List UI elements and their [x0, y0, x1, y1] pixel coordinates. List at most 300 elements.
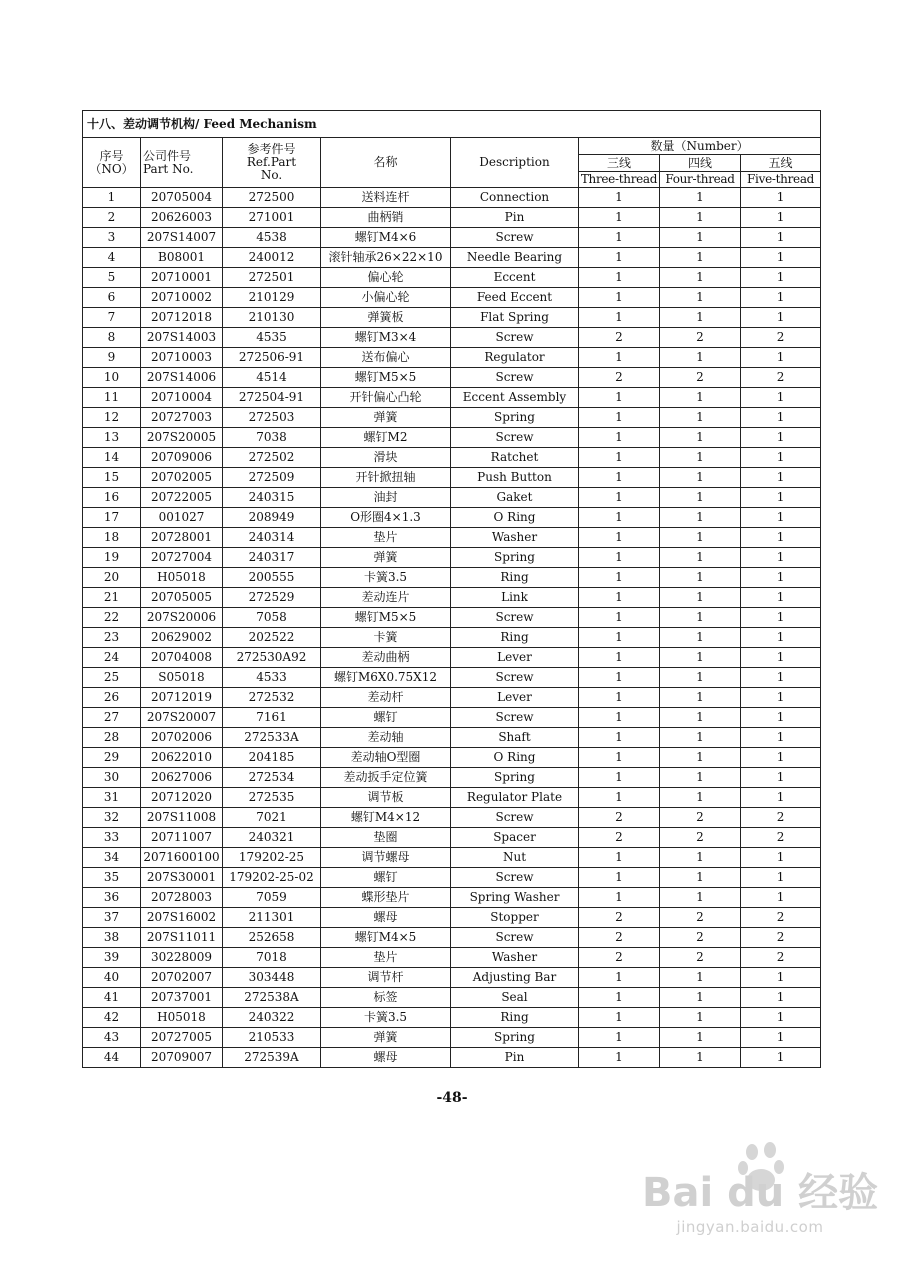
row-no: 28	[83, 728, 141, 748]
row-no: 8	[83, 328, 141, 348]
part-name: 卡簧3.5	[321, 568, 451, 588]
part-name: 螺钉	[321, 708, 451, 728]
part-name: 油封	[321, 488, 451, 508]
qty-three-thread: 1	[579, 308, 660, 328]
company-part-no: 20709006	[141, 448, 223, 468]
part-name: 滑块	[321, 448, 451, 468]
part-description: O Ring	[451, 508, 579, 528]
company-part-no: 20727003	[141, 408, 223, 428]
qty-four-thread: 1	[660, 668, 741, 688]
part-name: 送布偏心	[321, 348, 451, 368]
table-row	[83, 728, 821, 748]
table-row	[83, 1008, 821, 1028]
company-part-no: 001027	[141, 508, 223, 528]
part-name: 螺钉M5×5	[321, 368, 451, 388]
row-no: 1	[83, 188, 141, 208]
part-description: Push Button	[451, 468, 579, 488]
part-name: 卡簧	[321, 628, 451, 648]
qty-three-thread: 1	[579, 248, 660, 268]
company-part-no: 207S14003	[141, 328, 223, 348]
qty-five-thread: 1	[741, 288, 821, 308]
ref-part-no: 211301	[223, 908, 321, 928]
qty-three-thread: 2	[579, 828, 660, 848]
part-description: Pin	[451, 1048, 579, 1068]
table-row	[83, 208, 821, 228]
qty-five-thread: 1	[741, 708, 821, 728]
qty-three-thread: 1	[579, 1048, 660, 1068]
company-part-no: 20710003	[141, 348, 223, 368]
qty-four-thread: 2	[660, 948, 741, 968]
qty-three-thread: 1	[579, 1028, 660, 1048]
part-name: 螺母	[321, 1048, 451, 1068]
header-ref-part-en-label: Ref.Part	[246, 155, 297, 169]
qty-five-thread: 1	[741, 488, 821, 508]
ref-part-no: 202522	[223, 628, 321, 648]
part-description: Feed Eccent	[451, 288, 579, 308]
qty-three-thread: 1	[579, 708, 660, 728]
part-name: 垫圈	[321, 828, 451, 848]
qty-five-thread: 1	[741, 548, 821, 568]
qty-three-thread: 2	[579, 368, 660, 388]
company-part-no: 207S20005	[141, 428, 223, 448]
qty-five-thread: 1	[741, 1048, 821, 1068]
ref-part-no: 4538	[223, 228, 321, 248]
part-name: 弹簧	[321, 1028, 451, 1048]
company-part-no: 20705004	[141, 188, 223, 208]
company-part-no: 20712019	[141, 688, 223, 708]
row-no: 2	[83, 208, 141, 228]
qty-three-thread: 1	[579, 488, 660, 508]
table-row	[83, 368, 821, 388]
ref-part-no: 240314	[223, 528, 321, 548]
part-description: Washer	[451, 948, 579, 968]
part-name: 调节板	[321, 788, 451, 808]
company-part-no: 207S16002	[141, 908, 223, 928]
row-no: 31	[83, 788, 141, 808]
part-description: Needle Bearing	[451, 248, 579, 268]
table-row	[83, 408, 821, 428]
company-part-no: 207S20006	[141, 608, 223, 628]
qty-five-thread: 1	[741, 468, 821, 488]
row-no: 37	[83, 908, 141, 928]
qty-three-thread: 1	[579, 668, 660, 688]
ref-part-no: 210130	[223, 308, 321, 328]
part-description: Spring	[451, 1028, 579, 1048]
part-name: 螺钉M2	[321, 428, 451, 448]
table-row	[83, 568, 821, 588]
part-name: 标签	[321, 988, 451, 1008]
header-quantity: 数量（Number）	[579, 138, 821, 155]
row-no: 42	[83, 1008, 141, 1028]
company-part-no: 20622010	[141, 748, 223, 768]
qty-four-thread: 1	[660, 968, 741, 988]
part-name: 开针偏心凸轮	[321, 388, 451, 408]
row-no: 40	[83, 968, 141, 988]
part-name: 螺钉M4×6	[321, 228, 451, 248]
ref-part-no: 4514	[223, 368, 321, 388]
qty-four-thread: 1	[660, 548, 741, 568]
qty-five-thread: 1	[741, 988, 821, 1008]
row-no: 12	[83, 408, 141, 428]
qty-three-thread: 1	[579, 768, 660, 788]
header-description: Description	[451, 138, 579, 188]
ref-part-no: 240317	[223, 548, 321, 568]
table-row	[83, 968, 821, 988]
company-part-no: 20712020	[141, 788, 223, 808]
qty-five-thread: 1	[741, 888, 821, 908]
qty-four-thread: 1	[660, 248, 741, 268]
qty-five-thread: 1	[741, 428, 821, 448]
part-name: 差动曲柄	[321, 648, 451, 668]
qty-three-thread: 1	[579, 848, 660, 868]
qty-three-thread: 2	[579, 928, 660, 948]
company-part-no: 20728001	[141, 528, 223, 548]
qty-five-thread: 1	[741, 408, 821, 428]
qty-five-thread: 2	[741, 328, 821, 348]
qty-four-thread: 1	[660, 868, 741, 888]
qty-three-thread: 2	[579, 948, 660, 968]
qty-five-thread: 1	[741, 608, 821, 628]
part-name: 滚针轴承26×22×10	[321, 248, 451, 268]
part-description: Screw	[451, 428, 579, 448]
qty-three-thread: 1	[579, 868, 660, 888]
table-row	[83, 188, 821, 208]
table-row	[83, 768, 821, 788]
qty-three-thread: 1	[579, 468, 660, 488]
ref-part-no: 7058	[223, 608, 321, 628]
ref-part-no: 272501	[223, 268, 321, 288]
qty-five-thread: 1	[741, 568, 821, 588]
qty-four-thread: 1	[660, 408, 741, 428]
table-row	[83, 428, 821, 448]
parts-table	[82, 110, 821, 1068]
part-name: 差动扳手定位簧	[321, 768, 451, 788]
ref-part-no: 204185	[223, 748, 321, 768]
part-description: Flat Spring	[451, 308, 579, 328]
company-part-no: 207S20007	[141, 708, 223, 728]
part-name: 调节螺母	[321, 848, 451, 868]
company-part-no: 20728003	[141, 888, 223, 908]
ref-part-no: 272533A	[223, 728, 321, 748]
qty-five-thread: 2	[741, 928, 821, 948]
header-three-thread-en: Three-thread	[579, 172, 660, 188]
part-description: Regulator	[451, 348, 579, 368]
qty-five-thread: 1	[741, 228, 821, 248]
part-name: 差动轴O型圈	[321, 748, 451, 768]
qty-five-thread: 1	[741, 788, 821, 808]
table-row	[83, 988, 821, 1008]
part-description: Seal	[451, 988, 579, 1008]
qty-five-thread: 1	[741, 688, 821, 708]
part-name: 垫片	[321, 528, 451, 548]
qty-five-thread: 1	[741, 388, 821, 408]
qty-four-thread: 1	[660, 508, 741, 528]
company-part-no: 20704008	[141, 648, 223, 668]
company-part-no: 20702006	[141, 728, 223, 748]
company-part-no: 207S11011	[141, 928, 223, 948]
qty-five-thread: 1	[741, 248, 821, 268]
table-row	[83, 388, 821, 408]
part-description: Connection	[451, 188, 579, 208]
qty-three-thread: 1	[579, 448, 660, 468]
row-no: 36	[83, 888, 141, 908]
qty-four-thread: 1	[660, 448, 741, 468]
row-no: 41	[83, 988, 141, 1008]
part-name: 送料连杆	[321, 188, 451, 208]
part-name: 差动杆	[321, 688, 451, 708]
qty-four-thread: 1	[660, 628, 741, 648]
part-name: 弹簧	[321, 408, 451, 428]
part-name: 螺钉M4×5	[321, 928, 451, 948]
qty-three-thread: 1	[579, 268, 660, 288]
part-description: Link	[451, 588, 579, 608]
table-row	[83, 748, 821, 768]
row-no: 11	[83, 388, 141, 408]
part-description: Ratchet	[451, 448, 579, 468]
row-no: 22	[83, 608, 141, 628]
qty-three-thread: 1	[579, 428, 660, 448]
table-body	[83, 188, 821, 1068]
ref-part-no: 210129	[223, 288, 321, 308]
company-part-no: 20712018	[141, 308, 223, 328]
qty-four-thread: 1	[660, 1048, 741, 1068]
company-part-no: 207S14007	[141, 228, 223, 248]
row-no: 17	[83, 508, 141, 528]
qty-four-thread: 1	[660, 388, 741, 408]
table-row	[83, 508, 821, 528]
qty-four-thread: 1	[660, 268, 741, 288]
qty-five-thread: 1	[741, 748, 821, 768]
company-part-no: 20727005	[141, 1028, 223, 1048]
part-description: Ring	[451, 628, 579, 648]
qty-four-thread: 1	[660, 308, 741, 328]
company-part-no: 20702007	[141, 968, 223, 988]
row-no: 44	[83, 1048, 141, 1068]
ref-part-no: 7161	[223, 708, 321, 728]
table-row	[83, 688, 821, 708]
table-row	[83, 928, 821, 948]
ref-part-no: 272502	[223, 448, 321, 468]
qty-three-thread: 1	[579, 388, 660, 408]
qty-four-thread: 2	[660, 808, 741, 828]
table-row	[83, 228, 821, 248]
qty-four-thread: 1	[660, 288, 741, 308]
qty-four-thread: 1	[660, 568, 741, 588]
qty-three-thread: 1	[579, 188, 660, 208]
qty-four-thread: 2	[660, 908, 741, 928]
qty-four-thread: 1	[660, 648, 741, 668]
qty-five-thread: 2	[741, 908, 821, 928]
company-part-no: 20705005	[141, 588, 223, 608]
qty-four-thread: 1	[660, 708, 741, 728]
part-description: Lever	[451, 688, 579, 708]
part-description: Pin	[451, 208, 579, 228]
part-name: 蝶形垫片	[321, 888, 451, 908]
qty-five-thread: 2	[741, 948, 821, 968]
qty-four-thread: 2	[660, 828, 741, 848]
part-name: 螺钉M3×4	[321, 328, 451, 348]
qty-five-thread: 1	[741, 868, 821, 888]
section-title: 十八、差动调节机构/ Feed Mechanism	[83, 111, 821, 138]
company-part-no: 20710004	[141, 388, 223, 408]
qty-five-thread: 1	[741, 1028, 821, 1048]
row-no: 26	[83, 688, 141, 708]
qty-four-thread: 1	[660, 528, 741, 548]
ref-part-no: 240321	[223, 828, 321, 848]
qty-four-thread: 1	[660, 348, 741, 368]
ref-part-no: 200555	[223, 568, 321, 588]
part-description: Spring	[451, 408, 579, 428]
part-description: Spacer	[451, 828, 579, 848]
part-description: Ring	[451, 568, 579, 588]
company-part-no: 20711007	[141, 828, 223, 848]
header-ref-part	[223, 138, 321, 188]
ref-part-no: 272538A	[223, 988, 321, 1008]
qty-five-thread: 1	[741, 968, 821, 988]
row-no: 10	[83, 368, 141, 388]
qty-five-thread: 1	[741, 768, 821, 788]
qty-five-thread: 1	[741, 1008, 821, 1028]
qty-four-thread: 1	[660, 228, 741, 248]
ref-part-no: 272535	[223, 788, 321, 808]
table-row	[83, 708, 821, 728]
qty-three-thread: 1	[579, 888, 660, 908]
table-row	[83, 268, 821, 288]
header-ref-part-label: 参考件号	[247, 142, 296, 156]
qty-five-thread: 1	[741, 448, 821, 468]
qty-three-thread: 1	[579, 788, 660, 808]
ref-part-no: 208949	[223, 508, 321, 528]
row-no: 33	[83, 828, 141, 848]
table-row	[83, 348, 821, 368]
ref-part-no: 272504-91	[223, 388, 321, 408]
qty-three-thread: 1	[579, 508, 660, 528]
table-row	[83, 648, 821, 668]
qty-five-thread: 2	[741, 368, 821, 388]
part-description: Screw	[451, 868, 579, 888]
part-description: Eccent	[451, 268, 579, 288]
header-three-thread: 三线	[579, 155, 660, 172]
qty-three-thread: 1	[579, 608, 660, 628]
header-four-thread: 四线	[660, 155, 741, 172]
qty-five-thread: 1	[741, 268, 821, 288]
ref-part-no: 7059	[223, 888, 321, 908]
part-name: 螺钉M5×5	[321, 608, 451, 628]
part-name: 螺钉M4×12	[321, 808, 451, 828]
ref-part-no: 7018	[223, 948, 321, 968]
company-part-no: 207S14006	[141, 368, 223, 388]
row-no: 39	[83, 948, 141, 968]
table-row	[83, 788, 821, 808]
row-no: 4	[83, 248, 141, 268]
company-part-no: 2071600100	[141, 848, 223, 868]
qty-three-thread: 1	[579, 528, 660, 548]
ref-part-no: 179202-25	[223, 848, 321, 868]
header-no-en-label: （NO）	[89, 161, 134, 176]
qty-four-thread: 1	[660, 788, 741, 808]
row-no: 20	[83, 568, 141, 588]
table-row	[83, 848, 821, 868]
company-part-no: S05018	[141, 668, 223, 688]
qty-four-thread: 1	[660, 468, 741, 488]
header-no-label: 序号	[99, 148, 124, 163]
part-description: O Ring	[451, 748, 579, 768]
table-row	[83, 888, 821, 908]
part-description: Screw	[451, 928, 579, 948]
qty-three-thread: 1	[579, 548, 660, 568]
qty-three-thread: 1	[579, 988, 660, 1008]
part-name: 开针掀扭轴	[321, 468, 451, 488]
part-description: Screw	[451, 808, 579, 828]
qty-three-thread: 1	[579, 728, 660, 748]
company-part-no: 207S11008	[141, 808, 223, 828]
qty-three-thread: 1	[579, 748, 660, 768]
header-five-thread-en: Five-thread	[741, 172, 821, 188]
ref-part-no: 272539A	[223, 1048, 321, 1068]
row-no: 7	[83, 308, 141, 328]
qty-three-thread: 1	[579, 228, 660, 248]
row-no: 6	[83, 288, 141, 308]
part-description: Stopper	[451, 908, 579, 928]
qty-three-thread: 2	[579, 328, 660, 348]
qty-four-thread: 1	[660, 488, 741, 508]
qty-three-thread: 1	[579, 588, 660, 608]
part-name: 弹簧板	[321, 308, 451, 328]
header-five-thread: 五线	[741, 155, 821, 172]
qty-three-thread: 1	[579, 628, 660, 648]
company-part-no: 20710001	[141, 268, 223, 288]
part-description: Regulator Plate	[451, 788, 579, 808]
part-description: Spring Washer	[451, 888, 579, 908]
row-no: 25	[83, 668, 141, 688]
table-row	[83, 868, 821, 888]
part-name: 弹簧	[321, 548, 451, 568]
part-name: 偏心轮	[321, 268, 451, 288]
row-no: 9	[83, 348, 141, 368]
ref-part-no: 272534	[223, 768, 321, 788]
qty-five-thread: 1	[741, 668, 821, 688]
row-no: 13	[83, 428, 141, 448]
qty-three-thread: 2	[579, 908, 660, 928]
part-description: Spring	[451, 768, 579, 788]
part-description: Eccent Assembly	[451, 388, 579, 408]
part-name: 垫片	[321, 948, 451, 968]
table-row	[83, 828, 821, 848]
part-description: Nut	[451, 848, 579, 868]
table-row	[83, 548, 821, 568]
part-description: Screw	[451, 368, 579, 388]
qty-four-thread: 1	[660, 188, 741, 208]
ref-part-no: 271001	[223, 208, 321, 228]
part-description: Shaft	[451, 728, 579, 748]
qty-five-thread: 1	[741, 188, 821, 208]
table-row	[83, 628, 821, 648]
qty-three-thread: 1	[579, 408, 660, 428]
part-name: 调节杆	[321, 968, 451, 988]
row-no: 21	[83, 588, 141, 608]
company-part-no: 20626003	[141, 208, 223, 228]
part-description: Ring	[451, 1008, 579, 1028]
table-row	[83, 1048, 821, 1068]
row-no: 15	[83, 468, 141, 488]
row-no: 16	[83, 488, 141, 508]
ref-part-no: 240012	[223, 248, 321, 268]
table-row	[83, 308, 821, 328]
table-row	[83, 488, 821, 508]
ref-part-no: 272500	[223, 188, 321, 208]
header-company-part	[141, 138, 223, 188]
qty-five-thread: 1	[741, 508, 821, 528]
